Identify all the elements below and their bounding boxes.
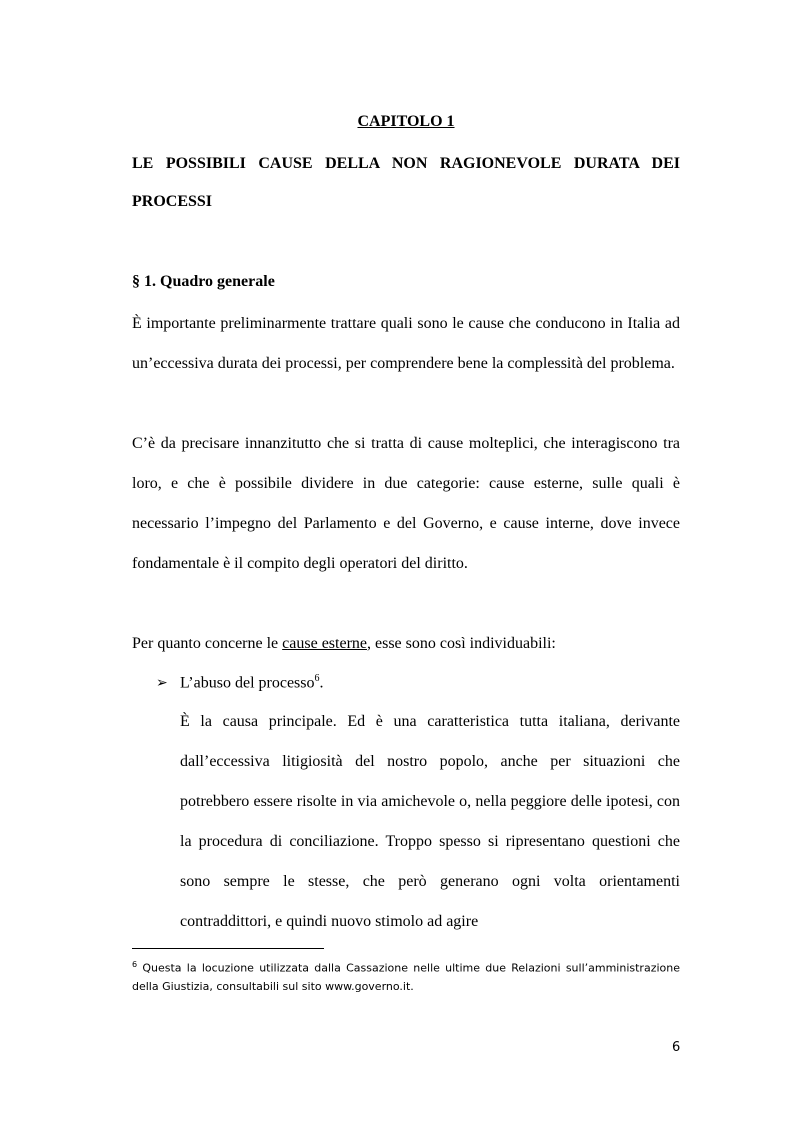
section-heading: § 1. Quadro generale	[132, 273, 275, 290]
chapter-label: CAPITOLO 1	[357, 113, 455, 130]
footnote	[132, 956, 680, 996]
chapter-title-line2: PROCESSI	[132, 193, 213, 210]
arrow-bullet-icon: ➢	[156, 676, 168, 692]
paragraph-3-suffix: , esse sono così individuabili:	[367, 635, 556, 652]
paragraph-2: C’è da precisare innanzitutto che si tratta di cause molteplici, che interagiscono tra loro, e che è possibile dividere in due categorie: cause esterne, sulle quali è necessario l’impegno del Parlamento e del Governo, e cause interne, dove invece fondamentale è il compito degli operatori del diritto.	[132, 435, 680, 572]
footnote-number: 6	[132, 960, 138, 969]
footnote-reference: 6	[314, 673, 320, 684]
bullet-item	[156, 673, 324, 692]
footnote-text: Questa la locuzione utilizzata dalla Cassazione nelle ultime due Relazioni sull’amministrazione della Giustizia, consultabili sul sito www.governo.it.	[132, 961, 680, 993]
cause-esterne-underlined: cause esterne	[282, 635, 367, 652]
paragraph-1: È importante preliminarmente trattare quali sono le cause che conducono in Italia ad un’eccessiva durata dei processi, per comprendere bene la complessità del problema.	[132, 315, 680, 372]
bullet-text: L’abuso del processo	[180, 674, 315, 692]
page-number: 6	[672, 1040, 681, 1055]
paragraph-3-prefix: Per quanto concerne le	[132, 635, 283, 652]
paragraph-4: È la causa principale. Ed è una caratteristica tutta italiana, derivante dall’eccessiva litigiosità del nostro popolo, anche per situazioni che potrebbero essere risolte in via amichevole o, nella peggiore delle ipotesi, con la procedura di conciliazione. Troppo spesso si ripresentano questioni che sono sempre le stesse, che però generano ogni volta orientamenti contraddittori, e quindi nuovo stimolo ad agire	[180, 713, 680, 930]
chapter-title-line1: LE POSSIBILI CAUSE DELLA NON RAGIONEVOLE DURATA DEI	[132, 155, 680, 172]
bullet-trail: .	[319, 674, 324, 692]
chapter-heading	[0, 113, 794, 131]
paragraph-3	[132, 634, 680, 654]
footnote-divider	[132, 948, 324, 949]
